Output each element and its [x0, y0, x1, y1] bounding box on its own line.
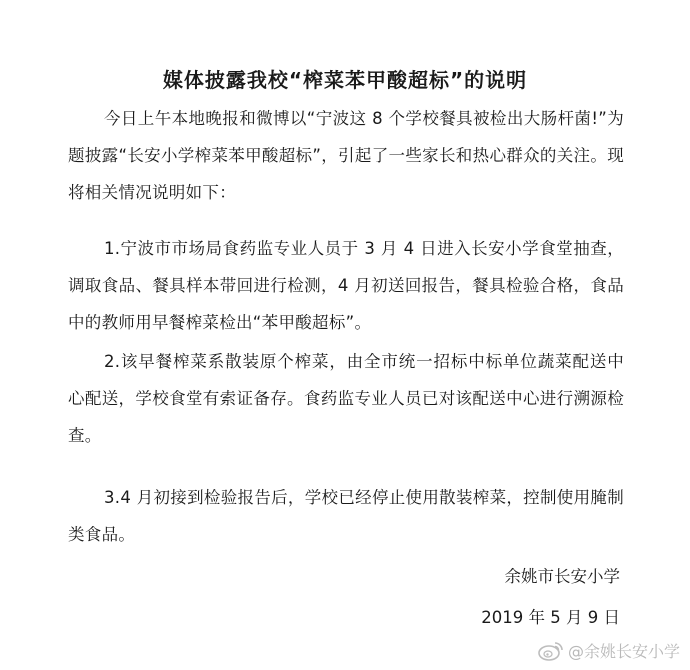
weibo-icon	[538, 640, 564, 662]
intro-paragraph: 今日上午本地晚报和微博以“宁波这 8 个学校餐具被检出大肠杆菌!”为题披露“长安小学榨菜苯甲酸超标”，引起了一些家长和热心群众的关注。现将相关情况说明如下：	[68, 109, 624, 202]
watermark-text: @余姚长安小学	[567, 642, 680, 661]
signature-date: 2019 年 5 月 9 日	[481, 608, 620, 627]
document-title: 媒体披露我校“榨菜苯甲酸超标”的说明	[162, 68, 528, 92]
signature-organization: 余姚市长安小学	[504, 567, 620, 586]
point-1-paragraph: 1.宁波市市场局食药监专业人员于 3 月 4 日进入长安小学食堂抽查，调取食品、餐具样本带回进行检测，4 月初送回报告，餐具检验合格，食品中的教师用早餐榨菜检出“苯甲酸超标”。	[68, 239, 624, 332]
point-3-paragraph: 3.4 月初接到检验报告后，学校已经停止使用散装榨菜，控制使用腌制类食品。	[68, 488, 624, 544]
weibo-watermark	[538, 639, 680, 662]
point-2-paragraph: 2.该早餐榨菜系散装原个榨菜，由全市统一招标中标单位蔬菜配送中心配送，学校食堂有索证备存。食药监专业人员已对该配送中心进行溯源检查。	[68, 352, 624, 445]
